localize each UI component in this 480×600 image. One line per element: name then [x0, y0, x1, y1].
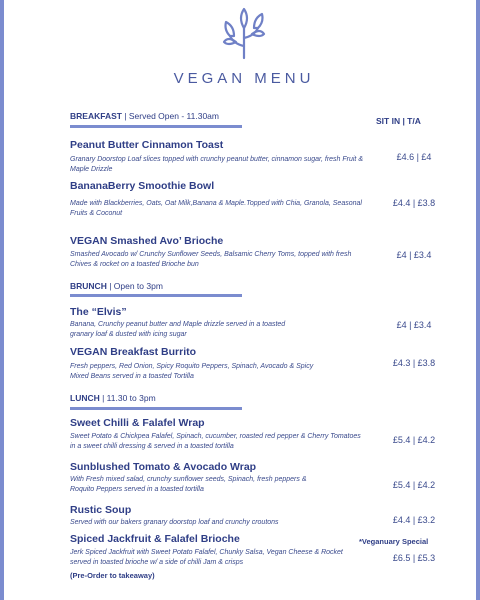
item-name: Sunblushed Tomato & Avocado Wrap	[70, 461, 257, 473]
item-description: Smashed Avocado w/ Crunchy Sunflower Seeds, Balsamic Cherry Toms, topped with fresh Chives & rocket on a toasted Brioche bun	[70, 251, 352, 268]
section-name: BREAKFAST	[70, 111, 122, 121]
plant-logo-icon	[222, 6, 266, 60]
item-name: Peanut Butter Cinnamon Toast	[70, 139, 224, 151]
item-name: VEGAN Smashed Avo’ Brioche	[70, 235, 224, 247]
veganuary-special-note: *Veganuary Special	[359, 537, 429, 546]
item-description: Made with Blackberries, Oats, Oat Milk,Banana & Maple.Topped with Chia, Granola, Seasonal Fruits & Coconut	[70, 200, 362, 217]
item-price: £4.3 | £3.8	[392, 358, 436, 368]
item-price: £4 | £3.4	[396, 320, 432, 330]
item-description: With Fresh mixed salad, crunchy sunflower seeds, Spinach, fresh peppers & Roquito Peppers served in a toasted tortilla	[70, 476, 307, 493]
item-description: Fresh peppers, Red Onion, Spicy Roquito Peppers, Spinach, Avocado & Spicy Mixed Beans served in a toasted Tortilla	[70, 363, 314, 380]
section-detail: | Open to 3pm	[106, 281, 163, 291]
item-description: Banana, Crunchy peanut butter and Maple drizzle served in a toasted granary loaf & dusted with icing sugar	[70, 321, 286, 338]
item-description: Jerk Spiced Jackfruit with Sweet Potato Falafel, Chunky Salsa, Vegan Cheese & Rocket served in toasted brioche w/ a side of chilli Jam & crisps	[70, 549, 343, 566]
item-name: Spiced Jackfruit & Falafel Brioche	[70, 533, 240, 545]
section-detail: | 11.30 to 3pm	[99, 393, 156, 403]
section-breakfast-header	[70, 111, 219, 121]
item-price: £4.6 | £4	[396, 152, 432, 162]
item-price: £5.4 | £4.2	[392, 480, 436, 490]
item-description: Served with our bakers granary doorstop loaf and crunchy croutons	[70, 519, 279, 526]
item-price: £4.4 | £3.2	[392, 515, 436, 525]
section-rule	[70, 294, 242, 297]
item-name: The “Elvis”	[70, 306, 127, 318]
item-name: Rustic Soup	[70, 504, 132, 516]
item-name: Sweet Chilli & Falafel Wrap	[70, 417, 205, 429]
price-column-header: SIT IN | T/A	[376, 116, 421, 126]
item-name: BananaBerry Smoothie Bowl	[70, 180, 215, 192]
item-description: Granary Doorstop Loaf slices topped with crunchy peanut butter, cinnamon sugar, fresh Fruit & Maple Drizzle	[70, 156, 363, 173]
section-rule	[70, 407, 242, 410]
item-price: £4.4 | £3.8	[392, 198, 436, 208]
item-description: Sweet Potato & Chickpea Falafel, Spinach, cucumber, roasted red pepper & Cherry Tomatoes in a sweet chilli dressing & served in a toasted tortilla	[70, 433, 361, 450]
section-lunch-header	[70, 393, 156, 403]
section-rule	[70, 125, 242, 128]
item-price: £5.4 | £4.2	[392, 435, 436, 445]
item-name: VEGAN Breakfast Burrito	[70, 346, 197, 358]
section-detail: | Served Open - 11.30am	[121, 111, 219, 121]
preorder-note: (Pre-Order to takeaway)	[70, 571, 155, 580]
section-name: BRUNCH	[70, 281, 107, 291]
menu-title: VEGAN MENU	[173, 70, 315, 87]
item-price: £6.5 | £5.3	[392, 553, 436, 563]
section-brunch-header	[70, 281, 163, 291]
section-name: LUNCH	[70, 393, 100, 403]
item-price: £4 | £3.4	[396, 250, 432, 260]
